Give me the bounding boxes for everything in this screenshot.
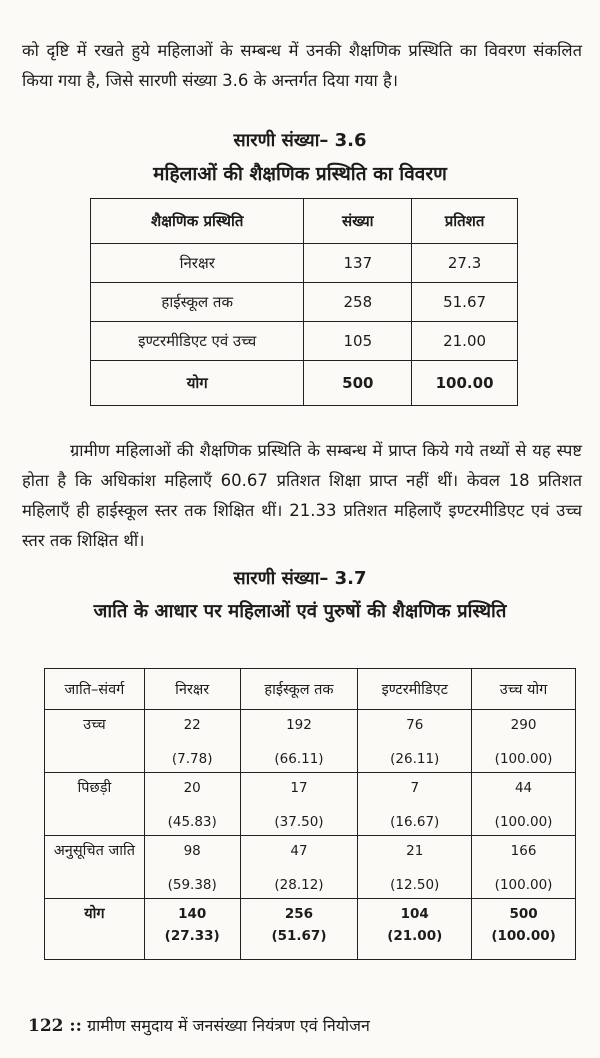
table-row: [45, 710, 576, 773]
cell-percent: (37.50): [274, 814, 324, 830]
cell-count: 290: [510, 717, 537, 733]
cell-count: 22: [183, 717, 201, 733]
total-count: 256: [284, 906, 314, 922]
cell-percent: (59.38): [167, 877, 217, 893]
cell-percent: 27.3: [412, 244, 518, 283]
cell-percent: (12.50): [390, 877, 440, 893]
data-cell: [472, 899, 576, 960]
data-cell: [144, 836, 240, 899]
data-cell: [240, 773, 358, 836]
row-label: हाईस्कूल तक: [91, 283, 304, 322]
total-percent: (21.00): [387, 928, 443, 944]
cell-count: 17: [290, 780, 308, 796]
cell-count: 258: [304, 283, 412, 322]
data-cell: [144, 773, 240, 836]
cell-percent: (66.11): [274, 751, 324, 767]
total-percent: (100.00): [491, 928, 556, 944]
data-cell: [240, 899, 358, 960]
row-category: अनुसूचित जाति: [45, 836, 145, 899]
cell-percent: 21.00: [412, 322, 518, 361]
table-header-row: [91, 199, 518, 244]
cell-count: 21: [406, 843, 424, 859]
data-cell: [472, 836, 576, 899]
cell-percent: (100.00): [494, 751, 553, 767]
data-cell: [358, 836, 472, 899]
cell-count: 192: [286, 717, 312, 733]
table-3-7-title: जाति के आधार पर महिलाओं एवं पुरुषों की शैक्षणिक प्रस्थिति: [93, 601, 507, 622]
intro-paragraph: को दृष्टि में रखते हुये महिलाओं के सम्बन्ध में उनकी शैक्षणिक प्रस्थिति का विवरण संकलित किया गया है, जिसे सारणी संख्या 3.6 के अन्तर्गत दिया गया है।: [22, 41, 582, 90]
row-label: निरक्षर: [91, 244, 304, 283]
row-category: उच्च: [45, 710, 145, 773]
table-row: [45, 836, 576, 899]
column-header: इण्टरमीडिएट: [358, 669, 472, 710]
data-cell: [144, 899, 240, 960]
total-label: योग: [45, 899, 145, 960]
row-label: इण्टरमीडिएट एवं उच्च: [91, 322, 304, 361]
total-count: 500: [304, 361, 412, 406]
table-3-7-number: सारणी संख्या– 3.7: [233, 568, 367, 589]
data-cell: [240, 836, 358, 899]
cell-count: 76: [406, 717, 424, 733]
cell-percent: (100.00): [494, 877, 553, 893]
column-header: हाईस्कूल तक: [240, 669, 358, 710]
table-row: [45, 773, 576, 836]
total-percent: (27.33): [164, 928, 220, 944]
cell-percent: (26.11): [390, 751, 440, 767]
table-3-7: [44, 668, 576, 960]
table-row: [91, 244, 518, 283]
data-cell: [240, 710, 358, 773]
cell-percent: (100.00): [494, 814, 553, 830]
column-header: संख्या: [304, 199, 412, 244]
total-label: योग: [91, 361, 304, 406]
running-title: ग्रामीण समुदाय में जनसंख्या नियंत्रण एवं नियोजन: [87, 1016, 370, 1035]
table-row: [91, 283, 518, 322]
data-cell: [358, 710, 472, 773]
cell-count: 20: [183, 780, 201, 796]
cell-count: 98: [183, 843, 201, 859]
total-percent: 100.00: [412, 361, 518, 406]
page-footer: [28, 1014, 370, 1036]
table-header-row: [45, 669, 576, 710]
cell-percent: (7.78): [171, 751, 213, 767]
cell-count: 44: [514, 780, 533, 796]
data-cell: [144, 710, 240, 773]
cell-count: 137: [304, 244, 412, 283]
page-number: 122 ::: [28, 1016, 82, 1036]
cell-percent: 51.67: [412, 283, 518, 322]
analysis-paragraph: ग्रामीण महिलाओं की शैक्षणिक प्रस्थिति के सम्बन्ध में प्राप्त किये गये तथ्यों से यह स्पष्ट होता है कि अधिकांश महिलाएँ 60.67 प्रतिशत शिक्षा प्राप्त नहीं थीं। केवल 18 प्रतिशत महिलाएँ ही हाईस्कूल स्तर तक शिक्षित थीं। 21.33 प्रतिशत महिलाएँ इण्टरमीडिएट एवं उच्च स्तर तक शिक्षित थीं।: [22, 441, 582, 550]
data-cell: [472, 773, 576, 836]
total-percent: (51.67): [271, 928, 327, 944]
cell-count: 47: [290, 843, 308, 859]
row-category: पिछड़ी: [45, 773, 145, 836]
data-cell: [472, 710, 576, 773]
total-count: 500: [509, 906, 538, 922]
table-3-6-title: महिलाओं की शैक्षणिक प्रस्थिति का विवरण: [153, 163, 447, 185]
table-total-row: [91, 361, 518, 406]
table-row: [91, 322, 518, 361]
table-3-6-number: सारणी संख्या– 3.6: [233, 130, 367, 151]
cell-count: 166: [510, 843, 537, 859]
column-header: निरक्षर: [144, 669, 240, 710]
column-header: जाति–संवर्ग: [45, 669, 145, 710]
column-header: उच्च योग: [472, 669, 576, 710]
table-total-row: [45, 899, 576, 960]
column-header: प्रतिशत: [412, 199, 518, 244]
data-cell: [358, 773, 472, 836]
cell-count: 105: [304, 322, 412, 361]
cell-percent: (45.83): [167, 814, 217, 830]
cell-percent: (16.67): [390, 814, 440, 830]
cell-count: 7: [410, 780, 420, 796]
cell-percent: (28.12): [274, 877, 324, 893]
data-cell: [358, 899, 472, 960]
total-count: 140: [178, 906, 207, 922]
total-count: 104: [400, 906, 429, 922]
table-3-6: [90, 198, 518, 406]
column-header: शैक्षणिक प्रस्थिति: [91, 199, 304, 244]
